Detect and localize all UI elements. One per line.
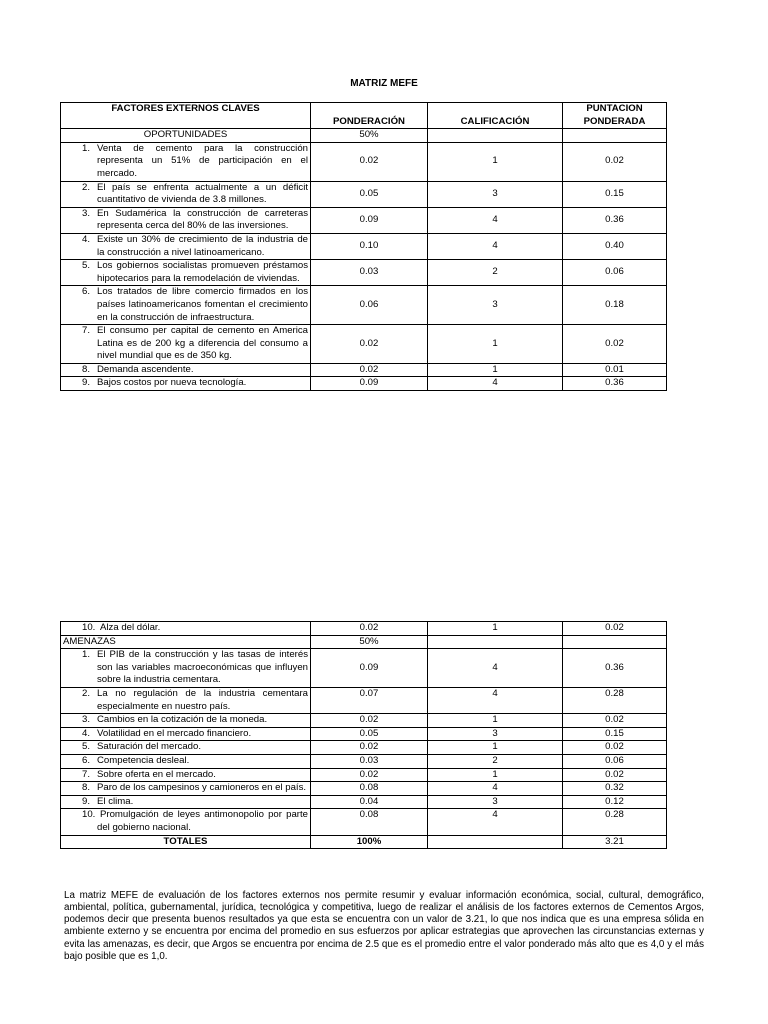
mefe-table-amenazas xyxy=(60,621,667,849)
factor-text: El PIB de la construcción y las tasas de interés son las variables macroeconómicas que influyen sobre la industria cementara. xyxy=(97,649,308,686)
factor-cell xyxy=(61,377,311,391)
factor-text: Los gobiernos socialistas promueven préstamos hipotecarios para la remodelación de viviendas. xyxy=(97,260,308,284)
section-label-oportunidades: OPORTUNIDADES xyxy=(61,129,311,143)
puntacion-value: 0.36 xyxy=(563,207,667,233)
table-row xyxy=(61,377,667,391)
table-row xyxy=(61,622,667,636)
puntacion-value: 0.18 xyxy=(563,286,667,325)
puntacion-value: 0.01 xyxy=(563,363,667,377)
puntacion-value: 0.40 xyxy=(563,233,667,259)
ponderacion-value: 0.04 xyxy=(311,795,428,809)
factor-cell xyxy=(61,207,311,233)
factor-cell xyxy=(61,714,311,728)
factor-text: El país se enfrenta actualmente a un déficit cuantitativo de vivienda de 3.8 millones. xyxy=(97,181,308,206)
factor-text: En Sudamérica la construcción de carreteras representa cerca del 80% de las inversiones. xyxy=(97,207,308,232)
totals-row xyxy=(61,835,667,849)
ponderacion-value: 0.02 xyxy=(311,714,428,728)
calificacion-value: 3 xyxy=(428,727,563,741)
calificacion-value: 4 xyxy=(428,782,563,796)
calificacion-value: 4 xyxy=(428,687,563,713)
ponderacion-value: 0.02 xyxy=(311,768,428,782)
ponderacion-value: 0.02 xyxy=(311,142,428,181)
table-row xyxy=(61,754,667,768)
factor-cell xyxy=(61,622,311,636)
conclusion-paragraph: La matriz MEFE de evaluación de los factores externos nos permite resumir y evaluar información económica, social, cultural, demográfico, ambiental, política, gubernamental, jurídica, tecnológica y competitiva, luego de realizar el análisis de los factores externos de Cementos Argos, podemos decir que presenta buenos resultados ya que esta se encuentra con un valor de 3.21, lo que nos indica que es una empresa sólida en ambiente externo y se encuentra por encima del promedio en sus esfuerzos por aplicar estrategias que aprovechen las circunstancias externas y evita las amenazas, es decir, que Argos se encuentra por encima de 2.5 que es el promedio entre el valor ponderado más alto que es 4,0 y el más bajo posible que es 1,0. xyxy=(64,889,704,962)
factor-number: 1. xyxy=(82,142,91,154)
factor-number: 2. xyxy=(82,181,91,193)
factor-cell xyxy=(61,260,311,286)
ponderacion-value: 0.02 xyxy=(311,363,428,377)
ponderacion-value: 0.03 xyxy=(311,260,428,286)
factor-cell xyxy=(61,325,311,364)
factor-number: 10. xyxy=(82,622,96,633)
ponderacion-value: 0.05 xyxy=(311,181,428,207)
table-row xyxy=(61,768,667,782)
factor-text: Existe un 30% de crecimiento de la industria de la construcción a nivel latinoamericano. xyxy=(97,233,308,258)
factor-text: Venta de cemento para la construcción representa un 51% de participación en el mercado. xyxy=(97,142,308,179)
ponderacion-value: 0.02 xyxy=(311,741,428,755)
header-puntacion-line2: PONDERADA xyxy=(583,115,646,127)
section-row-amenazas xyxy=(61,635,667,649)
factor-cell xyxy=(61,741,311,755)
factor-cell xyxy=(61,687,311,713)
ponderacion-value: 0.10 xyxy=(311,233,428,259)
puntacion-value: 0.15 xyxy=(563,181,667,207)
empty-cell xyxy=(428,835,563,849)
table-row xyxy=(61,714,667,728)
calificacion-value: 3 xyxy=(428,181,563,207)
factor-text: Alza del dólar. xyxy=(100,622,161,633)
puntacion-value: 0.02 xyxy=(563,714,667,728)
factor-number: 5. xyxy=(82,260,91,272)
factor-number: 1. xyxy=(82,649,91,661)
factor-text: Cambios en la cotización de la moneda. xyxy=(97,714,268,726)
puntacion-value: 0.28 xyxy=(563,687,667,713)
factor-text: Los tratados de libre comercio firmados en los países latinoamericanos fomentan el crecimiento en la construcción de infraestructura. xyxy=(97,286,308,323)
factor-cell xyxy=(61,809,311,835)
puntacion-value: 0.32 xyxy=(563,782,667,796)
header-puntacion-ponderada xyxy=(563,103,667,129)
calificacion-value: 1 xyxy=(428,741,563,755)
factor-text: Volatilidad en el mercado financiero. xyxy=(97,727,252,739)
factor-text: La no regulación de la industria cementara especialmente en nuestro país. xyxy=(97,687,308,712)
factor-number: 4. xyxy=(82,727,91,739)
factor-text: Paro de los campesinos y camioneros en el país. xyxy=(97,782,307,794)
table-row xyxy=(61,181,667,207)
section-weight-amenazas: 50% xyxy=(311,635,428,649)
factor-text: El clima. xyxy=(97,795,134,807)
factor-number: 7. xyxy=(82,768,91,780)
header-ponderacion: PONDERACIÓN xyxy=(311,103,428,129)
header-factores: FACTORES EXTERNOS CLAVES xyxy=(61,103,311,129)
factor-cell xyxy=(61,142,311,181)
factor-number: 8. xyxy=(82,782,91,794)
factor-text: Sobre oferta en el mercado. xyxy=(97,768,216,780)
factor-number: 6. xyxy=(82,754,91,766)
amenazas-rows xyxy=(61,649,667,835)
section-label-amenazas: AMENAZAS xyxy=(61,635,311,649)
ponderacion-value: 0.09 xyxy=(311,377,428,391)
table-row xyxy=(61,727,667,741)
calificacion-value: 4 xyxy=(428,377,563,391)
empty-cell xyxy=(428,635,563,649)
calificacion-value: 1 xyxy=(428,714,563,728)
calificacion-value: 3 xyxy=(428,795,563,809)
factor-text: Saturación del mercado. xyxy=(97,741,201,753)
calificacion-value: 2 xyxy=(428,260,563,286)
mefe-table-oportunidades xyxy=(60,102,667,391)
factor-cell xyxy=(61,649,311,688)
ponderacion-value: 0.02 xyxy=(311,325,428,364)
calificacion-value: 4 xyxy=(428,809,563,835)
puntacion-value: 0.15 xyxy=(563,727,667,741)
calificacion-value: 1 xyxy=(428,363,563,377)
puntacion-value: 0.12 xyxy=(563,795,667,809)
factor-number: 9. xyxy=(82,795,91,807)
factor-cell xyxy=(61,782,311,796)
puntacion-value: 0.02 xyxy=(563,325,667,364)
puntacion-value: 0.36 xyxy=(563,377,667,391)
calificacion-value: 1 xyxy=(428,622,563,636)
factor-text: Promulgación de leyes antimonopolio por parte del gobierno nacional. xyxy=(97,809,308,833)
table-row xyxy=(61,782,667,796)
factor-cell xyxy=(61,181,311,207)
section-weight-oportunidades: 50% xyxy=(311,129,428,143)
totals-puntacion: 3.21 xyxy=(563,835,667,849)
table-row xyxy=(61,325,667,364)
puntacion-value: 0.02 xyxy=(563,768,667,782)
factor-cell xyxy=(61,727,311,741)
totals-label: TOTALES xyxy=(61,835,311,849)
ponderacion-value: 0.09 xyxy=(311,207,428,233)
calificacion-value: 4 xyxy=(428,233,563,259)
factor-cell xyxy=(61,233,311,259)
empty-cell xyxy=(563,635,667,649)
factor-number: 7. xyxy=(82,325,91,337)
factor-cell xyxy=(61,768,311,782)
factor-number: 2. xyxy=(82,687,91,699)
factor-number: 3. xyxy=(82,207,91,219)
factor-number: 10. xyxy=(82,809,96,821)
table-row xyxy=(61,207,667,233)
table-row xyxy=(61,649,667,688)
ponderacion-value: 0.08 xyxy=(311,782,428,796)
oportunidades-rows xyxy=(61,142,667,390)
section-row-oportunidades xyxy=(61,129,667,143)
factor-cell xyxy=(61,363,311,377)
puntacion-value: 0.06 xyxy=(563,754,667,768)
factor-number: 6. xyxy=(82,286,91,298)
empty-cell xyxy=(563,129,667,143)
puntacion-value: 0.28 xyxy=(563,809,667,835)
totals-ponderacion: 100% xyxy=(311,835,428,849)
table-row xyxy=(61,286,667,325)
factor-number: 3. xyxy=(82,714,91,726)
header-puntacion-line1: PUNTACION xyxy=(586,103,643,114)
table-row xyxy=(61,363,667,377)
factor-number: 4. xyxy=(82,233,91,245)
factor-number: 8. xyxy=(82,363,91,375)
ponderacion-value: 0.02 xyxy=(311,622,428,636)
calificacion-value: 4 xyxy=(428,207,563,233)
ponderacion-value: 0.06 xyxy=(311,286,428,325)
calificacion-value: 1 xyxy=(428,325,563,364)
factor-number: 5. xyxy=(82,741,91,753)
header-calificacion: CALIFICACIÓN xyxy=(428,103,563,129)
factor-text: El consumo per capital de cemento en America Latina es de 200 kg a diferencia del consumo a nivel mundial que es de 350 kg. xyxy=(97,325,308,362)
calificacion-value: 4 xyxy=(428,649,563,688)
table-row xyxy=(61,233,667,259)
ponderacion-value: 0.07 xyxy=(311,687,428,713)
calificacion-value: 2 xyxy=(428,754,563,768)
factor-number: 9. xyxy=(82,377,91,389)
puntacion-value: 0.06 xyxy=(563,260,667,286)
factor-cell xyxy=(61,286,311,325)
factor-text: Bajos costos por nueva tecnología. xyxy=(97,377,247,389)
table-row xyxy=(61,741,667,755)
puntacion-value: 0.02 xyxy=(563,622,667,636)
table-row xyxy=(61,142,667,181)
document-title: MATRIZ MEFE xyxy=(350,78,418,89)
puntacion-value: 0.36 xyxy=(563,649,667,688)
calificacion-value: 3 xyxy=(428,286,563,325)
puntacion-value: 0.02 xyxy=(563,142,667,181)
table-row xyxy=(61,687,667,713)
empty-cell xyxy=(428,129,563,143)
ponderacion-value: 0.03 xyxy=(311,754,428,768)
factor-cell xyxy=(61,795,311,809)
factor-cell xyxy=(61,754,311,768)
calificacion-value: 1 xyxy=(428,142,563,181)
puntacion-value: 0.02 xyxy=(563,741,667,755)
ponderacion-value: 0.09 xyxy=(311,649,428,688)
ponderacion-value: 0.08 xyxy=(311,809,428,835)
table-row xyxy=(61,809,667,835)
calificacion-value: 1 xyxy=(428,768,563,782)
factor-text: Demanda ascendente. xyxy=(97,363,194,375)
ponderacion-value: 0.05 xyxy=(311,727,428,741)
table-header-row xyxy=(61,103,667,129)
table-row xyxy=(61,260,667,286)
factor-text: Competencia desleal. xyxy=(97,754,190,766)
table-row xyxy=(61,795,667,809)
